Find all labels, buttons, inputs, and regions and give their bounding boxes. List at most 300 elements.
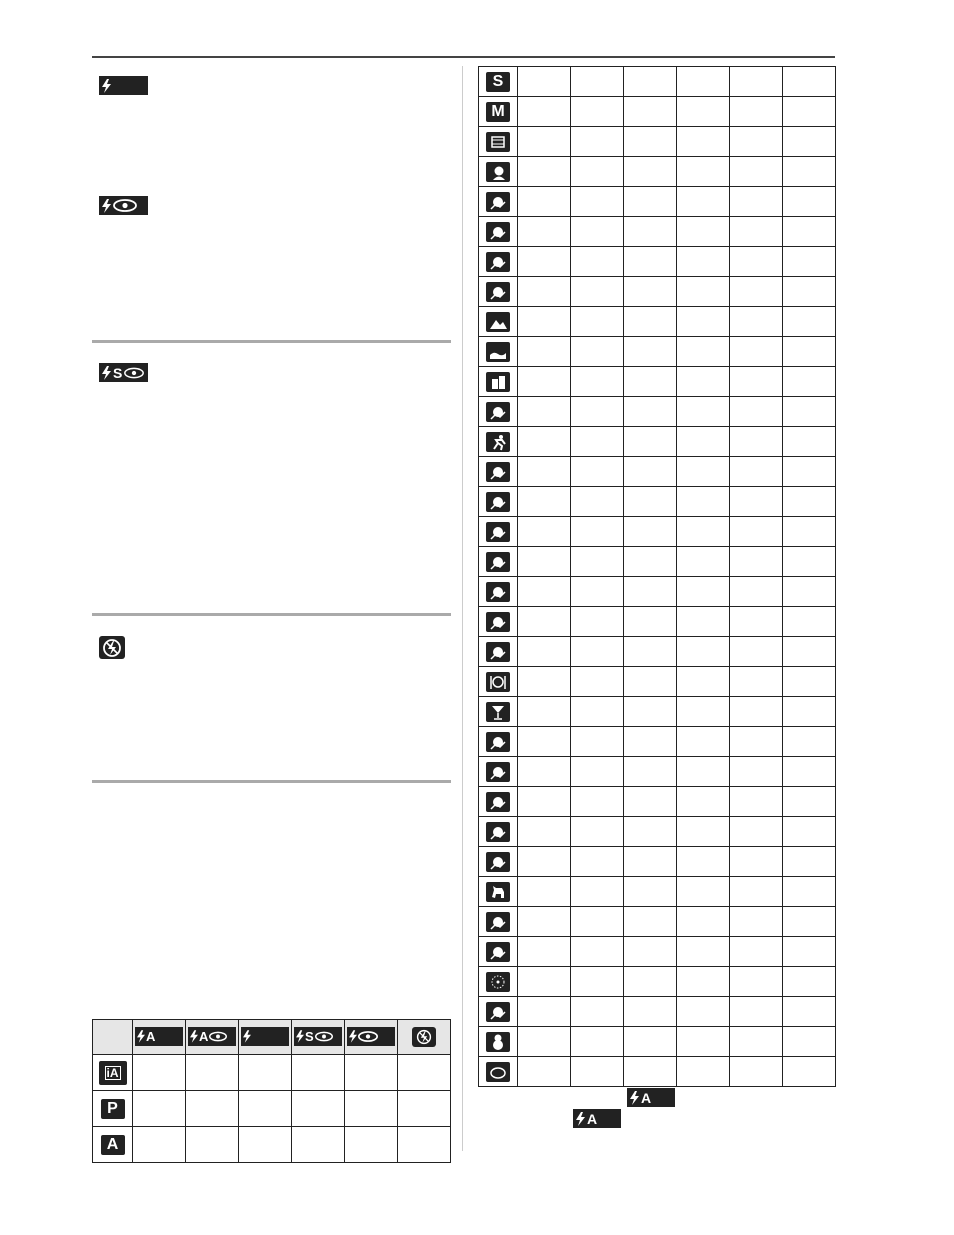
header-flash-auto-redeye: A <box>186 1020 239 1055</box>
table-cell <box>677 247 730 277</box>
header-flash-forced-on <box>239 1020 292 1055</box>
table-cell <box>571 817 624 847</box>
table-cell <box>571 187 624 217</box>
table-cell <box>624 577 677 607</box>
table-cell <box>730 337 783 367</box>
table-cell <box>518 127 571 157</box>
note-flash-auto-badge: A <box>573 1109 621 1128</box>
table-cell <box>730 157 783 187</box>
table-cell <box>677 757 730 787</box>
flash-icon <box>102 366 111 380</box>
table-cell <box>783 487 836 517</box>
table-cell <box>624 157 677 187</box>
header-flash-slow-sync-redeye: S <box>292 1020 345 1055</box>
table-cell <box>783 367 836 397</box>
table-cell <box>624 937 677 967</box>
table-cell <box>624 787 677 817</box>
table-cell <box>624 487 677 517</box>
table-cell <box>677 157 730 187</box>
table-cell <box>677 697 730 727</box>
table-cell <box>624 97 677 127</box>
table-cell <box>730 937 783 967</box>
table-cell <box>677 277 730 307</box>
table-cell <box>624 547 677 577</box>
table-cell <box>571 367 624 397</box>
table-cell <box>677 877 730 907</box>
header-flash-auto: A <box>133 1020 186 1055</box>
table-cell <box>677 967 730 997</box>
table-cell <box>783 1027 836 1057</box>
table-cell <box>730 757 783 787</box>
table-cell <box>783 817 836 847</box>
shutter-priority-icon: S <box>479 67 518 97</box>
table-row <box>93 1091 451 1127</box>
peripheral-defocus-icon <box>479 907 518 937</box>
forced-flash-on-badge <box>99 76 148 95</box>
table-row <box>479 877 836 907</box>
table-cell <box>783 1057 836 1087</box>
table-cell <box>518 187 571 217</box>
table-cell <box>624 997 677 1027</box>
table-cell <box>730 517 783 547</box>
table-cell <box>783 937 836 967</box>
architecture-icon <box>479 367 518 397</box>
table-cell <box>518 727 571 757</box>
table-row <box>479 697 836 727</box>
flash-icon <box>102 79 111 93</box>
table-cell <box>571 967 624 997</box>
table-row <box>479 367 836 397</box>
table-cell <box>783 847 836 877</box>
table-cell <box>677 997 730 1027</box>
table-row <box>479 547 836 577</box>
table-cell <box>730 127 783 157</box>
table-cell <box>571 247 624 277</box>
motion-picture-icon <box>479 127 518 157</box>
table-cell <box>783 967 836 997</box>
table-row <box>479 187 836 217</box>
table-row <box>479 757 836 787</box>
table-cell <box>677 187 730 217</box>
table-cell <box>783 187 836 217</box>
column-divider <box>462 66 463 1151</box>
portrait-icon <box>479 157 518 187</box>
table-cell <box>518 577 571 607</box>
table-row <box>479 127 836 157</box>
candle-light-icon <box>479 727 518 757</box>
table-row <box>479 1057 836 1087</box>
table-cell <box>518 607 571 637</box>
table-cell <box>571 877 624 907</box>
table-cell <box>518 667 571 697</box>
table-cell <box>730 187 783 217</box>
table-cell <box>730 787 783 817</box>
table-cell <box>783 637 836 667</box>
table-cell <box>677 67 730 97</box>
forced-flash-redeye-badge <box>99 196 148 215</box>
night-portrait-icon <box>479 547 518 577</box>
flash-icon <box>102 199 111 213</box>
intelligent-auto-icon: iA <box>93 1055 133 1091</box>
table-cell <box>518 967 571 997</box>
soft-skin-icon <box>479 187 518 217</box>
party-icon <box>479 697 518 727</box>
table-cell <box>518 547 571 577</box>
table-cell <box>783 457 836 487</box>
table-cell <box>624 877 677 907</box>
header-flash-forced-on-redeye <box>345 1020 398 1055</box>
table-cell <box>624 67 677 97</box>
table-row <box>479 787 836 817</box>
table-row <box>479 637 836 667</box>
slow-sync-redeye-badge <box>99 363 148 382</box>
table-cell <box>624 427 677 457</box>
table-row <box>479 967 836 997</box>
table-cell <box>571 487 624 517</box>
table-cell <box>730 67 783 97</box>
table-cell <box>730 847 783 877</box>
table-cell <box>783 97 836 127</box>
table-cell <box>518 157 571 187</box>
table-row <box>479 337 836 367</box>
creative-scenery-icon <box>479 397 518 427</box>
table-cell <box>783 217 836 247</box>
table-cell <box>571 217 624 247</box>
sunset-icon <box>479 757 518 787</box>
table-cell <box>677 397 730 427</box>
table-cell <box>571 667 624 697</box>
table-cell <box>677 307 730 337</box>
table-cell <box>571 157 624 187</box>
table-cell <box>677 367 730 397</box>
table-cell <box>677 817 730 847</box>
table-cell <box>783 607 836 637</box>
table-cell <box>677 127 730 157</box>
table-cell <box>730 727 783 757</box>
outdoor-portrait-icon <box>479 217 518 247</box>
eye-icon <box>124 367 144 379</box>
table-cell <box>783 67 836 97</box>
table-cell <box>677 577 730 607</box>
table-row <box>479 907 836 937</box>
table-cell <box>730 247 783 277</box>
table-cell <box>624 217 677 247</box>
table-cell <box>677 457 730 487</box>
table-cell <box>730 277 783 307</box>
header-rule <box>92 56 835 58</box>
table-cell <box>730 397 783 427</box>
creative-sports-icon <box>479 517 518 547</box>
table-cell <box>518 457 571 487</box>
indoor-sports-icon <box>479 487 518 517</box>
eye-icon <box>113 199 137 212</box>
table-cell <box>730 877 783 907</box>
table-cell <box>518 247 571 277</box>
table-cell <box>624 847 677 877</box>
table-cell <box>518 97 571 127</box>
table-cell <box>624 757 677 787</box>
illuminations-icon <box>479 607 518 637</box>
table-cell <box>571 547 624 577</box>
table-cell <box>677 427 730 457</box>
table-cell <box>518 697 571 727</box>
table-cell <box>571 607 624 637</box>
table-cell <box>624 697 677 727</box>
high-sensitivity-icon <box>479 937 518 967</box>
table-cell <box>518 367 571 397</box>
table-cell <box>730 607 783 637</box>
scenery-icon <box>479 307 518 337</box>
table-row <box>479 457 836 487</box>
table-cell <box>518 517 571 547</box>
table-cell <box>571 697 624 727</box>
table-cell <box>783 337 836 367</box>
table-row <box>479 157 836 187</box>
baby-icon <box>479 787 518 817</box>
table-cell <box>624 1057 677 1087</box>
table-cell <box>518 937 571 967</box>
table-cell <box>571 577 624 607</box>
nature-icon <box>479 337 518 367</box>
table-cell <box>730 907 783 937</box>
table-cell <box>677 937 730 967</box>
table-cell <box>783 577 836 607</box>
table-cell <box>677 337 730 367</box>
header-flash-forced-off <box>398 1020 451 1055</box>
outdoor-sports-icon <box>479 457 518 487</box>
table-cell <box>571 127 624 157</box>
table-cell <box>518 907 571 937</box>
snow-icon <box>479 1027 518 1057</box>
table-cell <box>518 817 571 847</box>
table-cell <box>518 337 571 367</box>
table-row <box>479 427 836 457</box>
table-cell <box>518 877 571 907</box>
section-divider <box>92 780 451 783</box>
table-row <box>479 517 836 547</box>
table-cell <box>518 1027 571 1057</box>
table-cell <box>518 757 571 787</box>
table-row <box>479 817 836 847</box>
table-cell <box>783 757 836 787</box>
table-cell <box>571 937 624 967</box>
table-cell <box>571 307 624 337</box>
table-cell <box>783 697 836 727</box>
table-cell <box>571 277 624 307</box>
section-divider <box>92 340 451 343</box>
table-cell <box>624 277 677 307</box>
table-cell <box>730 367 783 397</box>
table-row <box>479 247 836 277</box>
table-row <box>479 487 836 517</box>
table-cell <box>518 217 571 247</box>
pinhole-icon <box>479 1057 518 1087</box>
table-cell <box>677 727 730 757</box>
baby1-icon <box>479 817 518 847</box>
table-row <box>93 1055 451 1091</box>
table-cell <box>571 1057 624 1087</box>
table-cell <box>677 217 730 247</box>
table-cell <box>730 427 783 457</box>
table-cell <box>730 217 783 247</box>
table-cell <box>677 97 730 127</box>
table-cell <box>783 727 836 757</box>
table-row <box>479 577 836 607</box>
table-cell <box>677 667 730 697</box>
table-cell <box>677 487 730 517</box>
table-cell <box>518 427 571 457</box>
table-row <box>479 1027 836 1057</box>
table-cell <box>571 457 624 487</box>
flash-mode-table <box>92 1019 451 1163</box>
table-cell <box>730 637 783 667</box>
table-cell <box>783 877 836 907</box>
table-cell <box>571 727 624 757</box>
aperture-priority-icon: A <box>93 1127 133 1163</box>
table-row <box>479 847 836 877</box>
table-cell <box>624 367 677 397</box>
table-cell <box>571 907 624 937</box>
table-cell <box>624 1027 677 1057</box>
table-cell <box>571 787 624 817</box>
table-cell <box>518 1057 571 1087</box>
table-cell <box>730 457 783 487</box>
table-cell <box>730 1027 783 1057</box>
table-cell <box>677 607 730 637</box>
table-row <box>93 1127 451 1163</box>
table-cell <box>783 127 836 157</box>
table-cell <box>783 397 836 427</box>
table-row <box>479 67 836 97</box>
table-cell <box>518 487 571 517</box>
program-ae-icon: P <box>93 1091 133 1127</box>
table-header-row <box>93 1020 451 1055</box>
table-cell <box>518 397 571 427</box>
sports-icon <box>479 427 518 457</box>
table-cell <box>730 487 783 517</box>
beach-icon <box>479 997 518 1027</box>
table-cell <box>677 787 730 817</box>
scene-mode-table <box>478 66 836 1087</box>
table-cell <box>624 517 677 547</box>
table-row <box>479 277 836 307</box>
baby2-icon <box>479 847 518 877</box>
table-cell <box>783 307 836 337</box>
starry-sky-icon <box>479 967 518 997</box>
table-cell <box>571 847 624 877</box>
table-cell <box>730 967 783 997</box>
table-cell <box>677 1027 730 1057</box>
table-cell <box>677 517 730 547</box>
table-cell <box>571 337 624 367</box>
table-cell <box>571 637 624 667</box>
table-cell <box>677 1057 730 1087</box>
table-cell <box>730 667 783 697</box>
table-row <box>479 937 836 967</box>
table-cell <box>730 1057 783 1087</box>
table-cell <box>677 847 730 877</box>
table-cell <box>518 67 571 97</box>
table-cell <box>730 307 783 337</box>
table-cell <box>571 757 624 787</box>
table-cell <box>783 517 836 547</box>
table-cell <box>624 337 677 367</box>
table-cell <box>730 997 783 1027</box>
table-cell <box>518 637 571 667</box>
table-cell <box>624 127 677 157</box>
table-cell <box>783 247 836 277</box>
table-cell <box>518 847 571 877</box>
section-divider <box>92 613 451 616</box>
flash-off-icon <box>99 636 125 659</box>
table-cell <box>571 97 624 127</box>
table-cell <box>783 157 836 187</box>
table-cell <box>518 997 571 1027</box>
table-cell <box>783 787 836 817</box>
table-cell <box>730 577 783 607</box>
manual-exposure-icon: M <box>479 97 518 127</box>
table-cell <box>571 67 624 97</box>
table-cell <box>571 397 624 427</box>
table-cell <box>518 277 571 307</box>
table-cell <box>730 697 783 727</box>
table-cell <box>624 907 677 937</box>
table-cell <box>518 307 571 337</box>
table-cell <box>624 307 677 337</box>
table-cell <box>783 427 836 457</box>
table-cell <box>624 727 677 757</box>
food-icon <box>479 667 518 697</box>
table-cell <box>783 277 836 307</box>
table-cell <box>518 787 571 817</box>
table-cell <box>624 247 677 277</box>
table-cell <box>624 187 677 217</box>
night-scenery-icon <box>479 577 518 607</box>
table-row <box>479 997 836 1027</box>
slow-sync-letter: S <box>113 364 123 381</box>
table-cell <box>571 517 624 547</box>
table-cell <box>624 637 677 667</box>
table-cell <box>571 997 624 1027</box>
table-cell <box>624 457 677 487</box>
table-cell <box>571 1027 624 1057</box>
table-row <box>479 217 836 247</box>
pet-icon <box>479 877 518 907</box>
table-row <box>479 667 836 697</box>
table-cell <box>624 967 677 997</box>
table-row <box>479 397 836 427</box>
table-cell <box>783 667 836 697</box>
flash-icon <box>576 1112 585 1126</box>
creative-night-scenery-icon <box>479 637 518 667</box>
table-row <box>479 307 836 337</box>
table-cell <box>730 817 783 847</box>
indoor-portrait-icon <box>479 247 518 277</box>
note-flash-auto-badge: A <box>627 1088 675 1107</box>
table-row <box>479 97 836 127</box>
table-cell <box>571 427 624 457</box>
table-row <box>479 607 836 637</box>
table-cell <box>677 907 730 937</box>
table-row <box>479 727 836 757</box>
table-cell <box>783 997 836 1027</box>
table-cell <box>624 667 677 697</box>
table-cell <box>730 547 783 577</box>
table-cell <box>624 397 677 427</box>
flash-icon <box>630 1091 639 1105</box>
table-cell <box>624 607 677 637</box>
table-cell <box>677 547 730 577</box>
